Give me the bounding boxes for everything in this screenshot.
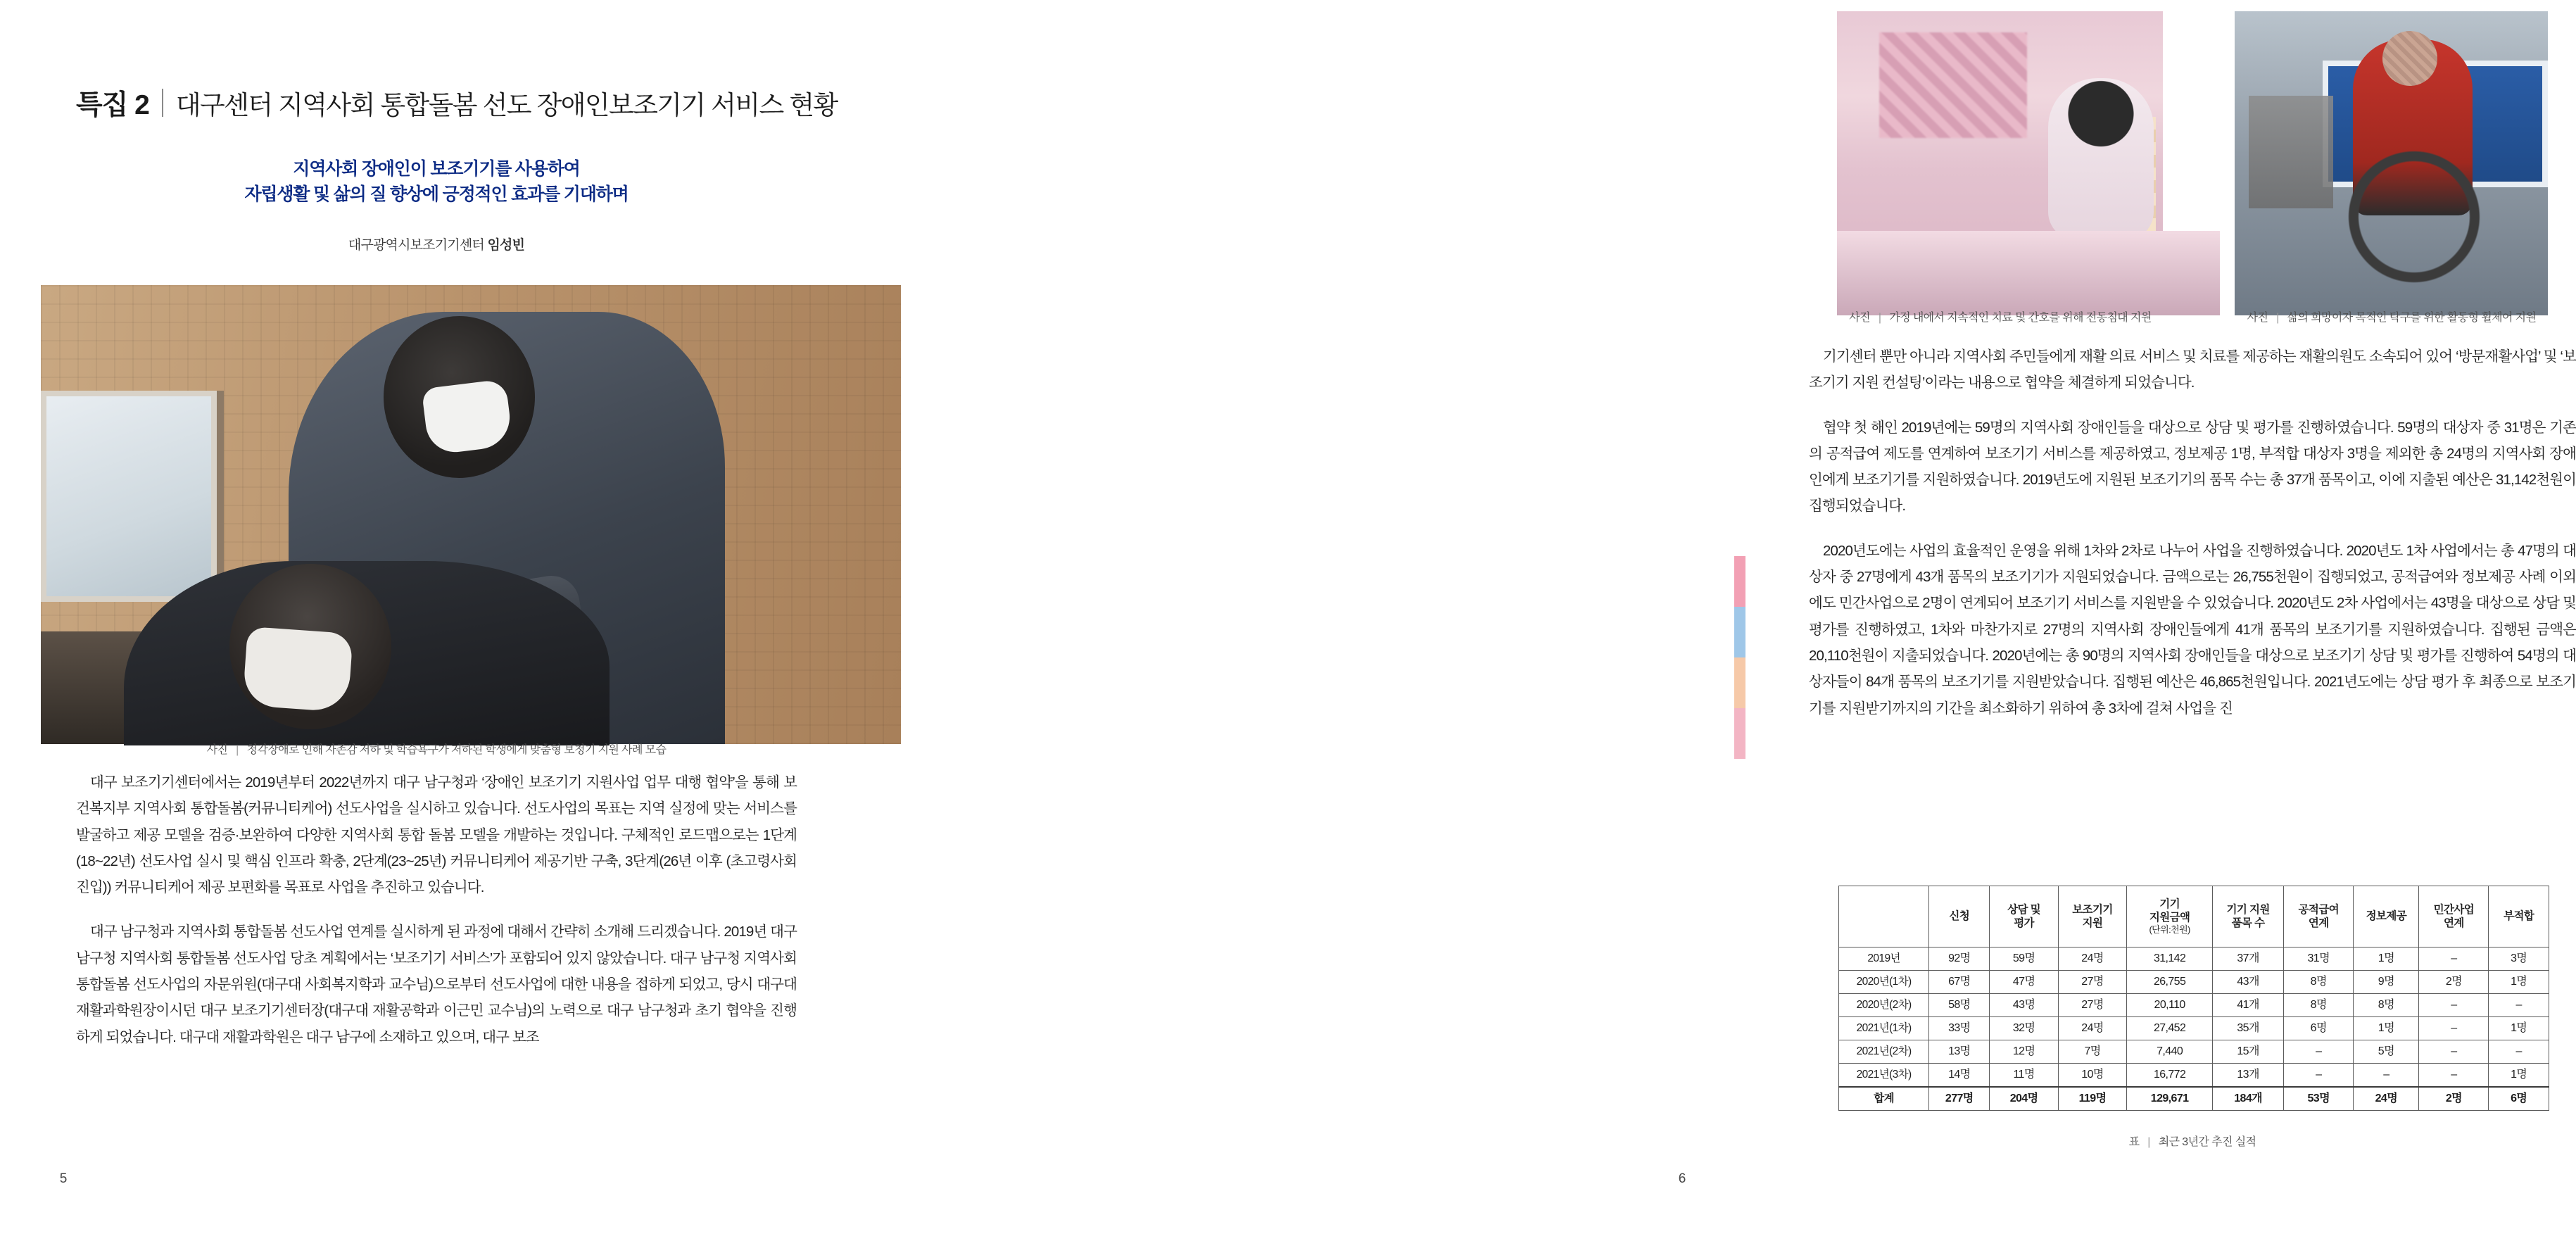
cell-period: 2020년(2차): [1839, 994, 1929, 1017]
table-body: [1839, 947, 2549, 1111]
caption-text: 청각장애로 인해 자존감 저하 및 학습욕구가 저하된 학생에게 맞춤형 보청기 지원 사례 모습: [246, 744, 667, 756]
paragraph: 협약 첫 해인 2019년에는 59명의 지역사회 장애인들을 대상으로 상담 및 평가를 진행하였습니다. 59명의 대상자 중 31명은 기존의 공적급여 제도를 연계하여 보조기기 서비스를 제공하였고, 정보제공 1명, 부적합 대상자 3명을 제외한 총 24명의 지역사회 장애인에게 보조기기를 지원하였습니다. 2019년도에 지원된 보조기기의 품목 수는 총 37개 품목이고, 이에 지출된 예산은 31,142천원이 집행되었습니다.: [1809, 419, 2576, 515]
cell-support-amount: 20,110: [2127, 994, 2213, 1017]
edge-tab-peach: [1734, 657, 1745, 708]
cell-consult-eval: 11명: [1990, 1064, 2058, 1088]
cell-private-link: –: [2419, 994, 2489, 1017]
cell-support-amount: 7,440: [2127, 1040, 2213, 1064]
cell-applications: 13명: [1929, 1040, 1990, 1064]
cell-item-count: 41개: [2212, 994, 2283, 1017]
cell-applications: 58명: [1929, 994, 1990, 1017]
cell-unsuitable: 1명: [2489, 1064, 2549, 1088]
cell-device-support: 24명: [2058, 1017, 2126, 1040]
byline-organization: 대구광역시보조기기센터: [348, 238, 484, 253]
th-period: [1839, 886, 1929, 947]
caption-separator: |: [1878, 312, 1881, 324]
cell-consult-eval: 204명: [1990, 1087, 2058, 1111]
cell-unsuitable: 1명: [2489, 1017, 2549, 1040]
paragraph: 대구 보조기기센터에서는 2019년부터 2022년까지 대구 남구청과 ‘장애인 보조기기 지원사업 업무 대행 협약’을 통해 보건복지부 지역사회 통합돌봄(커뮤니티케어) 선도사업을 실시하고 있습니다. 선도사업의 목표는 지역 실정에 맞는 서비스를 발굴하고 제공 모델을 검증·보완하여 다양한 지역사회 통합 돌봄 모델을 개발하는 것입니다. 구체적인 로드맵으로는 1단계(18~22년) 선도사업 실시 및 핵심 인프라 확충, 2단계(23~25년) 커뮤니티케어 제공기반 구축, 3단계(26년 이후 (초고령사회 진입)) 커뮤니티케어 제공 보편화를 목표로 사업을 추진하고 있습니다.: [76, 774, 797, 896]
photo-main-caption: [0, 741, 873, 757]
cell-unsuitable: –: [2489, 994, 2549, 1017]
subtitle: [0, 156, 873, 208]
caption-separator: |: [236, 744, 239, 756]
th-unsuitable: 부적합: [2489, 886, 2549, 947]
cell-public-benefit: 8명: [2284, 971, 2354, 994]
cell-item-count: 35개: [2212, 1017, 2283, 1040]
th-private-link: 민간사업 연계: [2419, 886, 2489, 947]
cell-device-support: 24명: [2058, 947, 2126, 971]
th-device-support: 보조기기 지원: [2058, 886, 2126, 947]
table-row: [1839, 947, 2549, 971]
cell-public-benefit: 8명: [2284, 994, 2354, 1017]
cell-period: 2021년(2차): [1839, 1040, 1929, 1064]
th-support-amount: 기기 지원금액 (단위:천원): [2127, 886, 2213, 947]
cell-private-link: –: [2419, 1017, 2489, 1040]
caption-text: 가정 내에서 지속적인 치료 및 간호를 위해 전동침대 지원: [1889, 312, 2152, 324]
performance-table: [1838, 886, 2549, 1111]
cell-private-link: 2명: [2419, 1087, 2489, 1111]
feature-header: [76, 83, 838, 122]
cell-private-link: –: [2419, 1040, 2489, 1064]
photo1-character-doll: [2048, 78, 2154, 240]
byline: [0, 234, 873, 253]
cell-support-amount: 129,671: [2127, 1087, 2213, 1111]
cell-info-provision: 1명: [2354, 947, 2419, 971]
cell-info-provision: 9명: [2354, 971, 2419, 994]
cell-period: 2019년: [1839, 947, 1929, 971]
th-consult-eval: 상담 및 평가: [1990, 886, 2058, 947]
table-row: [1839, 971, 2549, 994]
cell-unsuitable: 6명: [2489, 1087, 2549, 1111]
left-body-text: [76, 769, 797, 1050]
caption-separator: |: [2147, 1136, 2150, 1148]
cell-consult-eval: 59명: [1990, 947, 2058, 971]
cell-item-count: 43개: [2212, 971, 2283, 994]
cell-device-support: 27명: [2058, 971, 2126, 994]
header-divider: [162, 89, 163, 117]
photo1-bed: [1837, 231, 2220, 315]
cell-public-benefit: –: [2284, 1040, 2354, 1064]
photo2-caption: [2207, 308, 2576, 325]
cell-public-benefit: –: [2284, 1064, 2354, 1088]
cell-applications: 67명: [1929, 971, 1990, 994]
subtitle-line-2: 자립생활 및 삶의 질 향상에 긍정적인 효과를 기대하며: [244, 184, 629, 205]
caption-label: 표: [2128, 1136, 2140, 1148]
cell-info-provision: 5명: [2354, 1040, 2419, 1064]
cell-info-provision: 8명: [2354, 994, 2419, 1017]
cell-applications: 92명: [1929, 947, 1990, 971]
cell-consult-eval: 12명: [1990, 1040, 2058, 1064]
caption-label: 사진: [206, 744, 228, 756]
subtitle-line-1: 지역사회 장애인이 보조기기를 사용하여: [293, 159, 580, 179]
table-row: [1839, 1040, 2549, 1064]
cell-applications: 277명: [1929, 1087, 1990, 1111]
photo2-blurred-face: [2382, 31, 2437, 86]
top-photo-row: [1809, 0, 2576, 304]
cell-unsuitable: 3명: [2489, 947, 2549, 971]
caption-label: 사진: [1849, 312, 1870, 324]
th-public-benefit: 공적급여 연계: [2284, 886, 2354, 947]
cell-support-amount: 26,755: [2127, 971, 2213, 994]
photo1-caption: [1809, 308, 2192, 325]
left-page: [0, 0, 873, 1234]
cell-period: 2020년(1차): [1839, 971, 1929, 994]
th-applications: 신청: [1929, 886, 1990, 947]
cell-consult-eval: 32명: [1990, 1017, 2058, 1040]
cell-item-count: 37개: [2212, 947, 2283, 971]
feature-tag: 특집 2: [76, 90, 149, 120]
cell-support-amount: 27,452: [2127, 1017, 2213, 1040]
cell-item-count: 184개: [2212, 1087, 2283, 1111]
photo-active-wheelchair-table-tennis: [2235, 11, 2549, 315]
caption-text: 최근 3년간 추진 실적: [2158, 1136, 2256, 1148]
table-header: [1839, 886, 2549, 947]
page-title: 대구센터 지역사회 통합돌봄 선도 장애인보조기기 서비스 현황: [175, 91, 838, 120]
cell-applications: 14명: [1929, 1064, 1990, 1088]
right-page: [873, 0, 2576, 1234]
page-number-left: 5: [59, 1171, 68, 1186]
photo-electric-bed-support: [1837, 11, 2163, 315]
right-body-text: [1809, 344, 2576, 722]
table-caption: [1809, 1133, 2576, 1149]
cell-period: 2021년(3차): [1839, 1064, 1929, 1088]
cell-info-provision: –: [2354, 1064, 2419, 1088]
edge-tab-blue: [1734, 607, 1745, 657]
edge-tab-pink-2: [1734, 708, 1745, 759]
paragraph: 2020년도에는 사업의 효율적인 운영을 위해 1차와 2차로 나누어 사업을 진행하였습니다. 2020년도 1차 사업에서는 총 47명의 대상자 중 27명에게 43개 품목의 보조기기가 지원되었습니다. 금액으로는 26,755천원이 집행되었고, 공적급여와 정보제공 사례 이외에도 민간사업으로 2명이 연계되어 보조기기 서비스를 지원받을 수 있었습니다. 2020년도 2차 사업에서는 43명을 대상으로 상담 및 평가를 진행하였고, 1차와 마찬가지로 27명의 지역사회 장애인들에게 41개 품목의 보조기기를 지원하였습니다. 집행된 금액은 20,110천원이 지출되었습니다. 2020년에는 총 90명의 지역사회 장애인들을 대상으로 보조기기 상담 및 평가를 진행하여 54명의 대상자들이 84개 품목의 보조기기를 지원받았습니다. 집행된 예산은 46,865천원입니다. 2021년도에는 상담 평가 후 최종으로 보조기기를 지원받기까지의 기간을 최소화하기 위하여 총 3차에 걸쳐 사업을 진: [1809, 542, 2576, 717]
table-row: [1839, 994, 2549, 1017]
photo1-blurred-region: [1879, 32, 2027, 138]
photo-person-seated-mask: [242, 627, 353, 712]
cell-consult-eval: 43명: [1990, 994, 2058, 1017]
byline-author: 임성빈: [487, 238, 525, 253]
th-info-provision: 정보제공: [2354, 886, 2419, 947]
caption-separator: |: [2276, 312, 2279, 324]
cell-private-link: 2명: [2419, 971, 2489, 994]
cell-info-provision: 1명: [2354, 1017, 2419, 1040]
cell-support-amount: 16,772: [2127, 1064, 2213, 1088]
caption-label: 사진: [2247, 312, 2268, 324]
page-number-right: 6: [1678, 1171, 1686, 1186]
cell-period: 합계: [1839, 1087, 1929, 1111]
photo2-wheelchair: [2326, 125, 2502, 308]
cell-device-support: 119명: [2058, 1087, 2126, 1111]
cell-public-benefit: 6명: [2284, 1017, 2354, 1040]
cell-unsuitable: –: [2489, 1040, 2549, 1064]
cell-device-support: 10명: [2058, 1064, 2126, 1088]
cell-item-count: 13개: [2212, 1064, 2283, 1088]
cell-private-link: –: [2419, 947, 2489, 971]
photo-window: [41, 391, 224, 602]
cell-period: 2021년(1차): [1839, 1017, 1929, 1040]
cell-private-link: –: [2419, 1064, 2489, 1088]
performance-table-wrapper: [1838, 886, 2549, 1111]
cell-device-support: 7명: [2058, 1040, 2126, 1064]
th-item-count: 기기 지원 품목 수: [2212, 886, 2283, 947]
photo2-walker: [2249, 96, 2333, 208]
cell-applications: 33명: [1929, 1017, 1990, 1040]
cell-unsuitable: 1명: [2489, 971, 2549, 994]
cell-info-provision: 24명: [2354, 1087, 2419, 1111]
cell-public-benefit: 53명: [2284, 1087, 2354, 1111]
edge-color-tabs: [1734, 556, 1745, 760]
cell-item-count: 15개: [2212, 1040, 2283, 1064]
table-header-row: [1839, 886, 2549, 947]
table-row: [1839, 1064, 2549, 1088]
photo-hearing-aid-fitting: [41, 285, 901, 744]
cell-device-support: 27명: [2058, 994, 2126, 1017]
paragraph: 대구 남구청과 지역사회 통합돌봄 선도사업 연계를 실시하게 된 과정에 대해서 간략히 소개해 드리겠습니다. 2019년 대구 남구청 지역사회 통합돌봄 선도사업 당초 계획에서는 ‘보조기기 서비스’가 포함되어 있지 않았습니다. 대구 남구청 지역사회 통합돌봄 선도사업의 자문위원(대구대 사회복지학과 교수님)으로부터 선도사업에 대한 내용을 접하게 되었고, 당시 대구대 재활과학원장이시던 대구 보조기기센터장(대구대 재활공학과 이근민 교수님)의 노력으로 대구 남구청과 초기 협약을 진행하게 되었습니다. 대구대 재활과학원은 대구 남구에 소재하고 있으며, 대구 보조: [76, 924, 797, 1045]
cell-support-amount: 31,142: [2127, 947, 2213, 971]
table-total-row: [1839, 1087, 2549, 1111]
paragraph: 기기센터 뿐만 아니라 지역사회 주민들에게 재활 의료 서비스 및 치료를 제공하는 재활의원도 소속되어 있어 ‘방문재활사업’ 및 ‘보조기기 지원 컨설팅’이라는 내용으로 협약을 체결하게 되었습니다.: [1809, 348, 2576, 391]
cell-public-benefit: 31명: [2284, 947, 2354, 971]
cell-consult-eval: 47명: [1990, 971, 2058, 994]
caption-text: 삶의 희망이자 목적인 탁구를 위한 활동형 휠체어 지원: [2287, 312, 2537, 324]
table-row: [1839, 1017, 2549, 1040]
edge-tab-pink: [1734, 556, 1745, 607]
